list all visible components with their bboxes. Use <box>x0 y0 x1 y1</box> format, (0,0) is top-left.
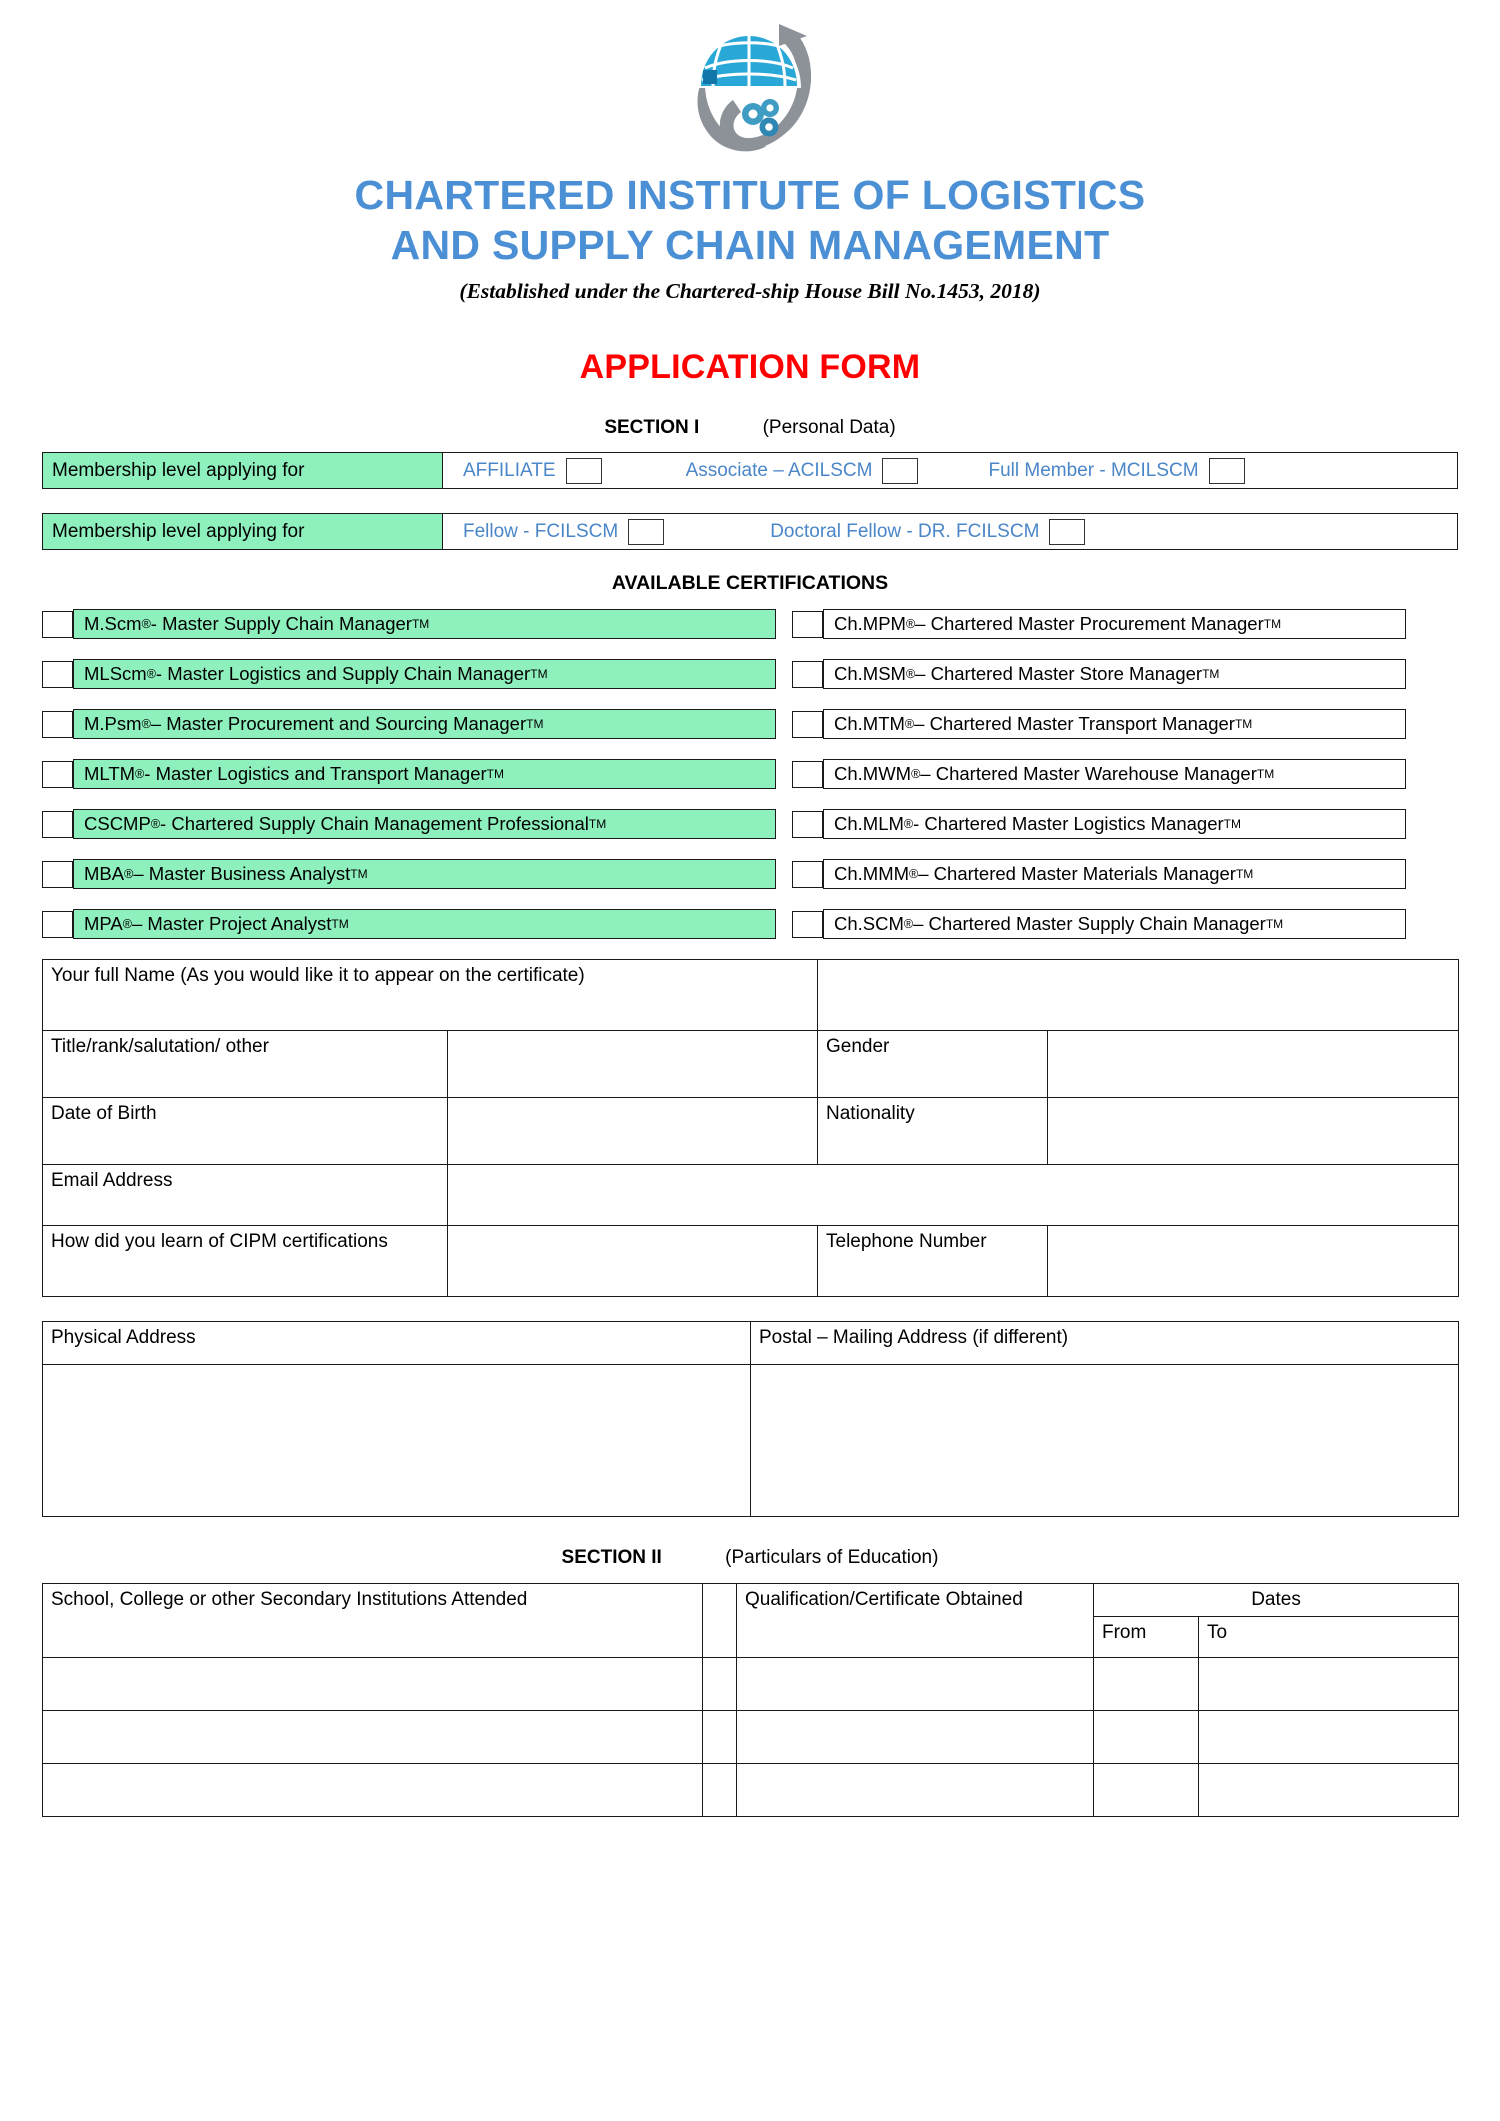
table-row <box>43 1365 1459 1517</box>
certification-row <box>42 759 1458 789</box>
certification-row <box>42 909 1458 939</box>
registered-mark-icon: ® <box>905 667 916 682</box>
registered-mark-icon: ® <box>141 617 151 632</box>
certification-code: M.Scm <box>84 613 142 635</box>
certification-code: MLTM <box>84 763 136 785</box>
membership-row-2-label: Membership level applying for <box>43 514 443 549</box>
how-learn-label: How did you learn of CIPM certifications <box>43 1226 448 1297</box>
education-header-dates: Dates <box>1094 1584 1459 1617</box>
telephone-label: Telephone Number <box>818 1226 1048 1297</box>
education-school-value[interactable] <box>43 1658 703 1711</box>
membership-checkbox-fellow[interactable] <box>628 519 664 545</box>
certification-row <box>42 859 1458 889</box>
address-table-wrap <box>42 1321 1458 1517</box>
education-qualification-value[interactable] <box>737 1764 1094 1817</box>
certification-checkbox-mlscm[interactable] <box>42 661 73 688</box>
education-spacer-cell <box>703 1658 737 1711</box>
registered-mark-icon: ® <box>150 817 161 832</box>
membership-option-fellow-label: Fellow - FCILSCM <box>463 520 619 542</box>
certification-left <box>42 859 776 889</box>
trademark-icon: TM <box>1202 667 1220 682</box>
education-header-from: From <box>1094 1617 1199 1658</box>
table-row <box>43 1165 1459 1226</box>
membership-row-2 <box>42 513 1458 550</box>
membership-checkbox-doctoral-fellow[interactable] <box>1049 519 1085 545</box>
education-to-value[interactable] <box>1199 1711 1459 1764</box>
education-from-value[interactable] <box>1094 1711 1199 1764</box>
how-learn-value[interactable] <box>448 1226 818 1297</box>
certification-left <box>42 909 776 939</box>
education-header-qualification: Qualification/Certificate Obtained <box>737 1584 1094 1658</box>
email-label: Email Address <box>43 1165 448 1226</box>
certification-left <box>42 659 776 689</box>
certification-row <box>42 659 1458 689</box>
certification-label-chscm <box>823 909 1406 939</box>
trademark-icon: TM <box>350 867 368 882</box>
education-table <box>42 1583 1459 1817</box>
section-1-label: SECTION I <box>604 417 700 439</box>
certification-checkbox-chmtm[interactable] <box>792 711 823 738</box>
certification-text: – Chartered Master Store Manager <box>915 663 1203 685</box>
postal-address-label: Postal – Mailing Address (if different) <box>751 1322 1459 1365</box>
certification-label-mscm <box>73 609 776 639</box>
membership-option-full-member[interactable] <box>976 458 1244 484</box>
certification-label-chmsm <box>823 659 1406 689</box>
table-row <box>43 1711 1459 1764</box>
certification-label-mpa <box>73 909 776 939</box>
membership-option-associate[interactable] <box>674 458 919 484</box>
certification-left <box>42 709 776 739</box>
trademark-icon: TM <box>1235 867 1254 882</box>
date-of-birth-label: Date of Birth <box>43 1098 448 1165</box>
available-certifications-heading: AVAILABLE CERTIFICATIONS <box>611 572 889 595</box>
certification-text: – Chartered Master Procurement Manager <box>915 613 1264 635</box>
organization-name <box>0 170 1500 270</box>
logo-container <box>0 14 1500 164</box>
membership-option-affiliate[interactable] <box>451 458 602 484</box>
certification-label-mltm <box>73 759 776 789</box>
physical-address-label: Physical Address <box>43 1322 751 1365</box>
trademark-icon: TM <box>1265 917 1284 932</box>
registered-mark-icon: ® <box>903 917 914 932</box>
certification-right <box>792 759 1406 789</box>
globe-highlight-tile <box>703 70 717 84</box>
trademark-icon: TM <box>1234 717 1253 732</box>
certification-code: Ch.MTM <box>834 713 905 735</box>
membership-option-doctoral-fellow[interactable] <box>758 519 1085 545</box>
certification-code: Ch.MPM <box>834 613 906 635</box>
email-value[interactable] <box>448 1165 1459 1226</box>
membership-checkbox-associate[interactable] <box>882 458 918 484</box>
telephone-value[interactable] <box>1048 1226 1459 1297</box>
certification-text: - Master Supply Chain Manager <box>150 613 412 635</box>
trademark-icon: TM <box>526 717 544 732</box>
education-header-to: To <box>1199 1617 1459 1658</box>
certification-label-cscmp <box>73 809 776 839</box>
certification-label-mpsm <box>73 709 776 739</box>
certification-checkbox-chscm[interactable] <box>792 911 823 938</box>
membership-option-associate-label: Associate – ACILSCM <box>685 459 873 481</box>
education-school-value[interactable] <box>43 1764 703 1817</box>
personal-data-table <box>42 959 1459 1297</box>
certification-left <box>42 609 776 639</box>
trademark-icon: TM <box>331 917 349 932</box>
certification-checkbox-chmwm[interactable] <box>792 761 823 788</box>
document-header <box>0 0 1500 387</box>
certification-label-mba <box>73 859 776 889</box>
membership-option-doctoral-fellow-label: Doctoral Fellow - DR. FCILSCM <box>770 520 1040 542</box>
certification-left <box>42 809 776 839</box>
membership-option-affiliate-label: AFFILIATE <box>463 459 556 481</box>
certification-right <box>792 909 1406 939</box>
organization-name-line1: CHARTERED INSTITUTE OF LOGISTICS <box>354 172 1146 218</box>
certification-checkbox-chmsm[interactable] <box>792 661 823 688</box>
certification-right <box>792 859 1406 889</box>
education-qualification-value[interactable] <box>737 1711 1094 1764</box>
personal-data-table-wrap <box>42 959 1458 1297</box>
trademark-icon: TM <box>530 667 548 682</box>
certification-code: Ch.SCM <box>834 913 904 935</box>
globe-gears-logo-icon <box>675 14 825 164</box>
certification-right <box>792 659 1406 689</box>
table-row <box>43 1322 1459 1365</box>
education-spacer-cell <box>703 1764 737 1817</box>
certification-text: – Chartered Master Warehouse Manager <box>920 763 1257 785</box>
table-row <box>43 1764 1459 1817</box>
certification-checkbox-chmlm[interactable] <box>792 811 823 838</box>
education-header-spacer <box>703 1584 737 1658</box>
certification-code: CSCMP <box>84 813 151 835</box>
certification-code: Ch.MMM <box>834 863 910 885</box>
certification-code: MPA <box>84 913 123 935</box>
certification-right <box>792 609 1406 639</box>
certification-right <box>792 709 1406 739</box>
certification-checkbox-mba[interactable] <box>42 861 73 888</box>
trademark-icon: TM <box>411 617 430 632</box>
membership-checkbox-affiliate[interactable] <box>566 458 602 484</box>
certification-label-chmwm <box>823 759 1406 789</box>
date-of-birth-value[interactable] <box>448 1098 818 1165</box>
membership-row-1 <box>42 452 1458 489</box>
section-2-heading <box>0 1547 1500 1569</box>
certification-text: – Chartered Master Materials Manager <box>918 863 1236 885</box>
membership-row-1-options <box>443 453 1457 488</box>
trademark-icon: TM <box>486 767 504 782</box>
education-from-value[interactable] <box>1094 1658 1199 1711</box>
certification-text: – Master Project Analyst <box>131 913 332 935</box>
page-title: APPLICATION FORM <box>579 348 921 387</box>
certification-checkbox-chmmm[interactable] <box>792 861 823 888</box>
certification-text: - Master Logistics and Supply Chain Manager <box>155 663 531 685</box>
certification-label-chmpm <box>823 609 1406 639</box>
section-1-subtitle: (Personal Data) <box>762 417 896 439</box>
certification-left <box>42 759 776 789</box>
certification-checkbox-chmpm[interactable] <box>792 611 823 638</box>
gender-value[interactable] <box>1048 1031 1459 1098</box>
certification-code: Ch.MWM <box>834 763 912 785</box>
table-row <box>43 1226 1459 1297</box>
table-row <box>43 1658 1459 1711</box>
certification-code: MBA <box>84 863 125 885</box>
registered-mark-icon: ® <box>146 667 156 682</box>
certification-checkbox-mpsm[interactable] <box>42 711 73 738</box>
education-to-value[interactable] <box>1199 1764 1459 1817</box>
table-header-row <box>43 1584 1459 1617</box>
certification-right <box>792 809 1406 839</box>
registered-mark-icon: ® <box>122 917 132 932</box>
certification-row <box>42 809 1458 839</box>
certification-label-mlscm <box>73 659 776 689</box>
certification-code: Ch.MLM <box>834 813 904 835</box>
certification-text: - Chartered Master Logistics Manager <box>913 813 1224 835</box>
certification-text: – Chartered Master Supply Chain Manager <box>913 913 1266 935</box>
certification-text: – Master Business Analyst <box>133 863 351 885</box>
certification-text: - Chartered Supply Chain Management Professional <box>160 813 589 835</box>
section-2-subtitle: (Particulars of Education) <box>725 1547 939 1569</box>
education-header-school: School, College or other Secondary Institutions Attended <box>43 1584 703 1658</box>
certification-label-chmlm <box>823 809 1406 839</box>
trademark-icon: TM <box>1256 767 1275 782</box>
registered-mark-icon: ® <box>135 767 145 782</box>
certification-text: – Chartered Master Transport Manager <box>914 713 1235 735</box>
registered-mark-icon: ® <box>904 717 915 732</box>
registered-mark-icon: ® <box>124 867 134 882</box>
education-qualification-value[interactable] <box>737 1658 1094 1711</box>
full-name-label: Your full Name (As you would like it to appear on the certificate) <box>43 960 818 1031</box>
registered-mark-icon: ® <box>911 767 921 782</box>
certification-text: - Master Logistics and Transport Manager <box>144 763 487 785</box>
certification-checkbox-mscm[interactable] <box>42 611 73 638</box>
registered-mark-icon: ® <box>909 867 919 882</box>
education-to-value[interactable] <box>1199 1658 1459 1711</box>
trademark-icon: TM <box>588 817 607 832</box>
trademark-icon: TM <box>1263 617 1282 632</box>
certifications-grid <box>42 609 1458 939</box>
registered-mark-icon: ® <box>903 817 914 832</box>
education-from-value[interactable] <box>1094 1764 1199 1817</box>
education-school-value[interactable] <box>43 1711 703 1764</box>
trademark-icon: TM <box>1223 817 1241 832</box>
certification-row <box>42 609 1458 639</box>
education-table-wrap <box>42 1583 1458 1817</box>
certification-checkbox-cscmp[interactable] <box>42 811 73 838</box>
membership-checkbox-full-member[interactable] <box>1209 458 1245 484</box>
table-row <box>43 1031 1459 1098</box>
registered-mark-icon: ® <box>141 717 151 732</box>
certification-checkbox-mltm[interactable] <box>42 761 73 788</box>
address-table <box>42 1321 1459 1517</box>
section-2-label: SECTION II <box>561 1547 662 1569</box>
certification-label-chmmm <box>823 859 1406 889</box>
physical-address-value[interactable] <box>43 1365 751 1517</box>
title-value[interactable] <box>448 1031 818 1098</box>
registered-mark-icon: ® <box>905 617 916 632</box>
nationality-label: Nationality <box>818 1098 1048 1165</box>
membership-row-1-label: Membership level applying for <box>43 453 443 488</box>
certification-text: – Master Procurement and Sourcing Manager <box>150 713 527 735</box>
certification-label-chmtm <box>823 709 1406 739</box>
certification-row <box>42 709 1458 739</box>
certification-code: Ch.MSM <box>834 663 906 685</box>
established-subtitle: (Established under the Chartered-ship House Bill No.1453, 2018) <box>459 279 1041 304</box>
gear-icons <box>742 99 779 137</box>
membership-option-full-member-label: Full Member - MCILSCM <box>988 459 1199 481</box>
membership-option-fellow[interactable] <box>451 519 664 545</box>
certification-code: M.Psm <box>84 713 142 735</box>
table-row <box>43 960 1459 1031</box>
full-name-value[interactable] <box>818 960 1459 1031</box>
postal-address-value[interactable] <box>751 1365 1459 1517</box>
education-spacer-cell <box>703 1711 737 1764</box>
section-1-heading <box>0 417 1500 439</box>
membership-row-2-options <box>443 514 1457 549</box>
certification-code: MLScm <box>84 663 147 685</box>
certification-checkbox-mpa[interactable] <box>42 911 73 938</box>
nationality-value[interactable] <box>1048 1098 1459 1165</box>
table-row <box>43 1098 1459 1165</box>
gender-label: Gender <box>818 1031 1048 1098</box>
organization-name-line2: AND SUPPLY CHAIN MANAGEMENT <box>390 222 1110 269</box>
title-label: Title/rank/salutation/ other <box>43 1031 448 1098</box>
